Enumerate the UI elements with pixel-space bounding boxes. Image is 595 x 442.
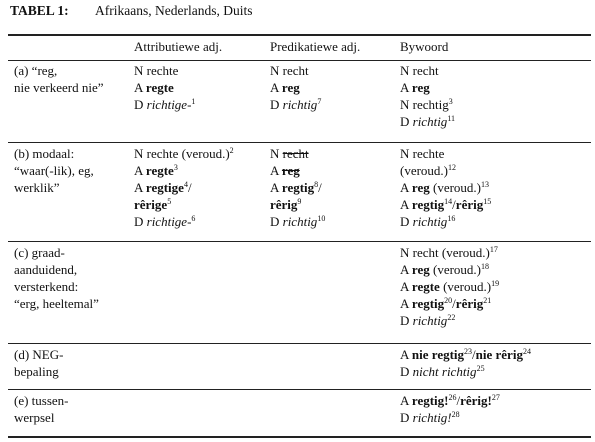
text-segment: A — [270, 80, 282, 95]
text-segment: richtig — [282, 214, 318, 229]
text-segment: nicht richtig — [412, 364, 477, 379]
cell-line — [134, 96, 195, 113]
cell-line — [134, 196, 234, 213]
text-segment: richtig! — [412, 410, 452, 425]
text-segment: (veroud.) — [400, 163, 449, 178]
footnote-ref[interactable]: 16 — [447, 214, 456, 223]
text-segment: D — [400, 364, 413, 379]
footnote-ref[interactable]: 17 — [489, 245, 498, 254]
table-caption — [10, 3, 252, 19]
cell-line: (d) NEG- — [14, 347, 64, 362]
text-segment: D — [270, 214, 283, 229]
text-segment: N recht (veroud.) — [400, 245, 490, 260]
footnote-ref[interactable]: 13 — [481, 180, 489, 189]
text-segment: regtig — [281, 180, 315, 195]
text-segment: A — [134, 80, 146, 95]
row-label — [14, 244, 99, 312]
cell-line — [400, 96, 455, 113]
text-segment: rêrig — [455, 296, 484, 311]
cell-line — [400, 409, 500, 426]
cell-line: werklik” — [14, 180, 60, 195]
text-segment: recht — [282, 146, 309, 161]
footnote-ref[interactable]: 3 — [448, 97, 453, 106]
cell-line — [134, 62, 195, 79]
cell-predicative — [270, 62, 321, 113]
text-segment: richtige- — [146, 214, 192, 229]
text-segment: A — [400, 80, 412, 95]
text-segment: regtige — [145, 180, 184, 195]
text-segment: regtig — [411, 197, 445, 212]
text-segment: N rechtig — [400, 97, 449, 112]
footnote-ref[interactable]: 2 — [229, 146, 234, 155]
cell-line — [134, 179, 234, 196]
cell-line — [270, 162, 325, 179]
text-segment: A — [400, 197, 412, 212]
text-segment: N — [270, 146, 283, 161]
text-segment: A — [400, 262, 412, 277]
text-segment: / — [456, 393, 461, 408]
text-segment: reg — [411, 180, 430, 195]
cell-line — [400, 278, 499, 295]
cell-line: “erg, heeltemal” — [14, 296, 99, 311]
text-segment: (veroud.) — [429, 180, 481, 195]
header-predicative: Predikatiewe adj. — [270, 39, 361, 54]
row-divider — [8, 142, 591, 143]
cell-adverb — [400, 346, 531, 380]
row-label — [14, 62, 104, 96]
cell-line: (b) modaal: — [14, 146, 75, 161]
text-segment: richtige- — [146, 97, 192, 112]
cell-line: werpsel — [14, 410, 55, 425]
text-segment: / — [452, 296, 456, 311]
footnote-ref[interactable]: 6 — [191, 214, 196, 223]
cell-line — [400, 363, 531, 380]
text-segment: reg — [281, 163, 300, 178]
text-segment: reg — [411, 262, 430, 277]
text-segment: / — [318, 180, 322, 195]
cell-line — [134, 145, 234, 162]
cell-line: aanduidend, — [14, 262, 78, 277]
row-divider — [8, 241, 591, 242]
text-segment: regtig! — [411, 393, 449, 408]
text-segment: regte — [411, 279, 440, 294]
cell-line: (e) tussen- — [14, 393, 69, 408]
text-segment: rêrig — [455, 197, 484, 212]
cell-line: versterkend: — [14, 279, 79, 294]
text-segment: N recht — [270, 63, 309, 78]
cell-predicative — [270, 145, 325, 230]
text-segment: regte — [145, 163, 174, 178]
text-segment: D — [400, 214, 413, 229]
text-segment: N rechte — [400, 146, 445, 161]
text-segment: D — [134, 97, 147, 112]
footnote-ref[interactable]: 18 — [481, 262, 489, 271]
cell-adverb — [400, 145, 491, 230]
cell-line — [400, 392, 500, 409]
text-segment: N rechte (veroud.) — [134, 146, 230, 161]
cell-line — [270, 62, 321, 79]
top-rule — [8, 34, 591, 36]
footnote-ref[interactable]: 3 — [173, 163, 178, 172]
bottom-rule — [8, 436, 591, 438]
text-segment: N recht — [400, 63, 439, 78]
text-segment: (veroud.) — [439, 279, 492, 294]
cell-line: (a) “reg, — [14, 63, 58, 78]
footnote-ref[interactable]: 27 — [491, 393, 500, 402]
cell-line — [270, 96, 321, 113]
text-segment: A — [134, 163, 146, 178]
row-divider — [8, 389, 591, 390]
text-segment: / — [472, 347, 476, 362]
text-segment: richtig — [412, 114, 448, 129]
footnote-ref[interactable]: 12 — [448, 163, 457, 172]
text-segment: A — [400, 279, 412, 294]
cell-line: nie verkeerd nie” — [14, 80, 104, 95]
cell-line — [400, 312, 499, 329]
text-segment: A — [400, 180, 412, 195]
cell-line — [400, 162, 491, 179]
cell-line — [400, 346, 531, 363]
footnote-ref[interactable]: 15 — [483, 197, 492, 206]
footnote-ref[interactable]: 25 — [476, 364, 485, 373]
row-label — [14, 346, 63, 380]
text-segment: D — [400, 410, 413, 425]
footnote-ref[interactable]: 23 — [464, 347, 473, 356]
header-rule — [8, 60, 591, 61]
row-divider — [8, 343, 591, 344]
cell-line — [134, 79, 195, 96]
text-segment: richtig — [412, 214, 448, 229]
footnote-ref[interactable]: 26 — [448, 393, 457, 402]
footnote-ref[interactable]: 28 — [451, 410, 460, 419]
footnote-ref[interactable]: 11 — [447, 114, 456, 123]
footnote-ref[interactable]: 22 — [447, 313, 456, 322]
text-segment: A — [270, 180, 282, 195]
row-label — [14, 392, 69, 426]
cell-line — [270, 196, 325, 213]
footnote-ref[interactable]: 24 — [522, 347, 531, 356]
footnote-ref[interactable]: 20 — [444, 296, 453, 305]
text-segment: A — [270, 163, 282, 178]
cell-line — [270, 79, 321, 96]
cell-line — [400, 261, 499, 278]
text-segment: / — [187, 180, 192, 195]
cell-line — [134, 162, 234, 179]
cell-attributive — [134, 62, 195, 113]
text-segment: D — [400, 313, 413, 328]
table-number: TABEL 1: — [10, 3, 69, 18]
cell-line — [400, 213, 491, 230]
cell-attributive — [134, 145, 234, 230]
footnote-ref[interactable]: 5 — [167, 197, 172, 206]
footnote-ref[interactable]: 4 — [183, 180, 188, 189]
text-segment: richtig — [282, 97, 318, 112]
header-adverb: Bywoord — [400, 39, 449, 54]
text-segment: nie regtig — [411, 347, 465, 362]
text-segment: reg — [281, 80, 300, 95]
footnote-ref[interactable]: 9 — [297, 197, 302, 206]
text-segment: D — [270, 97, 283, 112]
cell-line — [270, 179, 325, 196]
cell-line — [400, 113, 455, 130]
text-segment: rêrig — [270, 197, 298, 212]
text-segment: D — [400, 114, 413, 129]
cell-line — [134, 213, 234, 230]
text-segment: A — [400, 296, 412, 311]
text-segment: (veroud.) — [429, 262, 481, 277]
cell-adverb — [400, 392, 500, 426]
footnote-ref[interactable]: 19 — [491, 279, 500, 288]
text-segment: / — [452, 197, 456, 212]
text-segment: A — [400, 347, 412, 362]
cell-line: (c) graad- — [14, 245, 65, 260]
cell-line — [270, 145, 325, 162]
text-segment: rêrige — [134, 197, 168, 212]
footnote-ref[interactable]: 10 — [317, 214, 326, 223]
header-attributive: Attributiewe adj. — [134, 39, 223, 54]
cell-line — [400, 244, 499, 261]
table-title: Afrikaans, Nederlands, Duits — [95, 3, 253, 18]
cell-adverb — [400, 244, 499, 329]
footnote-ref[interactable]: 8 — [314, 180, 319, 189]
text-segment: A — [400, 393, 412, 408]
cell-line — [400, 145, 491, 162]
cell-line — [400, 295, 499, 312]
cell-adverb — [400, 62, 455, 130]
cell-line: “waar(-lik), eg, — [14, 163, 94, 178]
text-segment: nie rêrig — [475, 347, 523, 362]
footnote-ref[interactable]: 21 — [483, 296, 492, 305]
cell-line — [400, 62, 455, 79]
text-segment: rêrig! — [460, 393, 492, 408]
cell-line — [400, 79, 455, 96]
cell-line: bepaling — [14, 364, 59, 379]
text-segment: N rechte — [134, 63, 179, 78]
footnote-ref[interactable]: 7 — [317, 97, 322, 106]
cell-line — [270, 213, 325, 230]
text-segment: regte — [145, 80, 174, 95]
text-segment: reg — [411, 80, 430, 95]
text-segment: richtig — [412, 313, 448, 328]
footnote-ref[interactable]: 1 — [191, 97, 196, 106]
cell-line — [400, 179, 491, 196]
text-segment: regtig — [411, 296, 445, 311]
cell-line — [400, 196, 491, 213]
row-label — [14, 145, 94, 196]
footnote-ref[interactable]: 14 — [444, 197, 453, 206]
text-segment: A — [134, 180, 146, 195]
text-segment: D — [134, 214, 147, 229]
